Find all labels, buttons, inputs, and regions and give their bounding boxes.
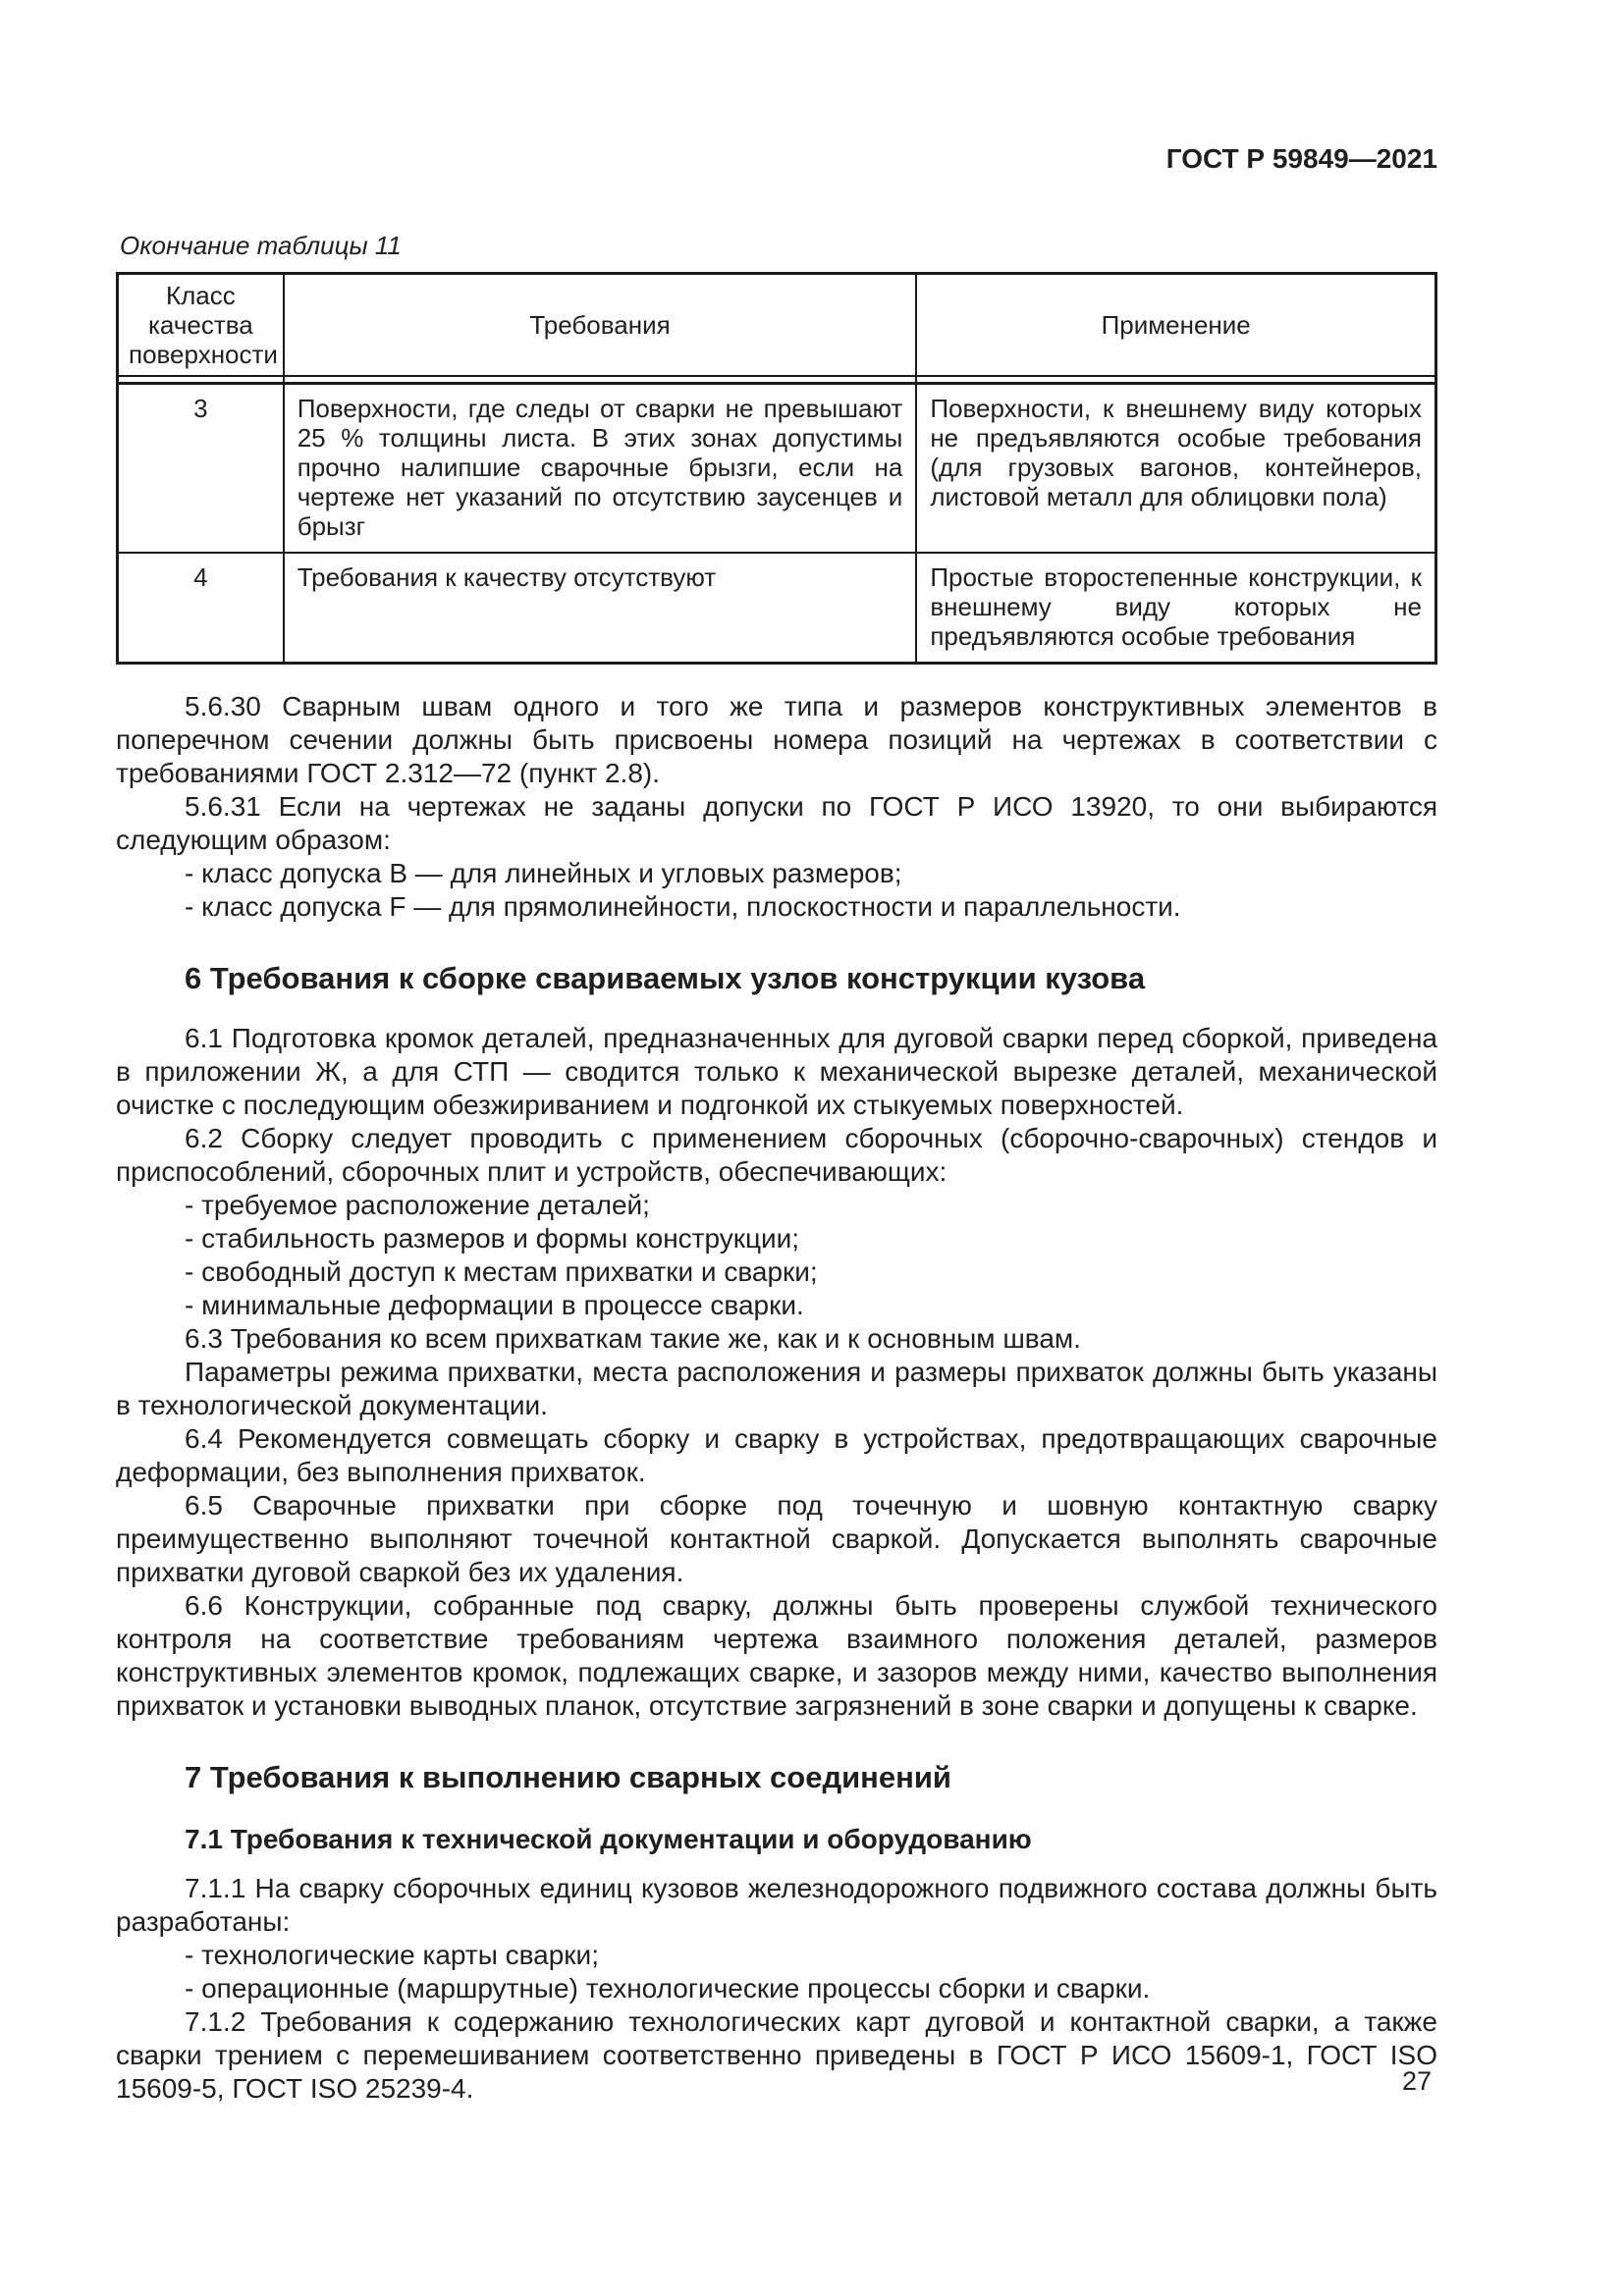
paragraph-6-6: 6.6 Конструкции, собранные под сварку, должны быть проверены службой технического контроля на соответствие требованиям чертежа взаимного положения деталей, размеров конструктивных элементов кромок, подлежащих сварке, и зазоров между ними, качество выполнения прихваток и установки выводных планок, отсутствие загрязнений в зоне сварки и допущены к сварке. [116,1589,1437,1721]
paragraph-7-1-1: 7.1.1 На сварку сборочных единиц кузовов железнодорожного подвижного состава должны быть разработаны: [116,1872,1437,1937]
table-row [118,383,1436,553]
section-6-heading: 6 Требования к сборке свариваемых узлов конструкции кузова [185,960,1146,995]
paragraph-5-6-30: 5.6.30 Сварным швам одного и того же типа и размеров конструктивных элементов в поперечном сечении должны быть присвоены номера позиций на чертежах в соответствии с требованиями ГОСТ 2.312—72 (пункт 2.8). [116,690,1437,788]
column-header-application: Применение [916,274,1435,377]
list-item-tolerance-class-f: - класс допуска F — для прямолинейности, плоскостности и параллельности. [185,890,1181,922]
table-row [118,553,1436,664]
cell-requirements: Поверхности, где следы от сварки не превышают 25 % толщины листа. В этих зонах допустимы прочно налипшие сварочные брызги, если на чертеже нет указаний по отсутствию заусенцев и брызг [284,383,917,553]
list-item-7-1-process-routes: - операционные (маршрутные) технологические процессы сборки и сварки. [185,1972,1151,2003]
list-item-tolerance-class-b: - класс допуска B — для линейных и угловых размеров; [185,857,902,888]
page-number: 27 [1401,2066,1432,2096]
cell-application: Простые второстепенные конструкции, к внешнему виду которых не предъявляются особые требования [916,553,1435,664]
section-7-heading: 7 Требования к выполнению сварных соединений [185,1759,951,1794]
list-item-6-2-deformation: - минимальные деформации в процессе сварки. [185,1289,804,1320]
column-header-quality-class: Класс качества поверхности [118,274,284,377]
cell-quality-class: 4 [118,553,284,664]
cell-quality-class: 3 [118,383,284,553]
section-7-1-heading: 7.1 Требования к технической документации и оборудованию [185,1823,1032,1854]
document-body [116,690,1437,2106]
paragraph-6-2: 6.2 Сборку следует проводить с применением сборочных (сборочно-сварочных) стендов и приспособлений, сборочных плит и устройств, обеспечивающих: [116,1122,1437,1187]
table-11 [116,272,1437,665]
table-header-row [118,274,1436,377]
paragraph-6-4: 6.4 Рекомендуется совмещать сборку и сварку в устройствах, предотвращающих сварочные деформации, без выполнения прихваток. [116,1422,1437,1487]
column-header-requirements: Требования [284,274,917,377]
list-item-6-2-stability: - стабильность размеров и формы конструкции; [185,1222,800,1254]
table-caption: Окончание таблицы 11 [120,231,402,260]
header-separator-cell [916,376,1435,383]
running-head: ГОСТ Р 59849—2021 [1165,143,1437,174]
list-item-6-2-access: - свободный доступ к местам прихватки и сварки; [185,1255,818,1287]
paragraph-6-3-continued: Параметры режима прихватки, места расположения и размеры прихваток должны быть указаны в технологической документации. [116,1356,1437,1420]
paragraph-6-5: 6.5 Сварочные прихватки при сборке под точечную и шовную контактную сварку преимущественно выполняют точечной контактной сваркой. Допускается выполнять сварочные прихватки дуговой сваркой без их удаления. [116,1489,1437,1587]
header-separator-cell [284,376,917,383]
paragraph-6-3: 6.3 Требования ко всем прихваткам такие же, как и к основным швам. [185,1322,1081,1354]
header-separator-row [118,376,1436,383]
paragraph-5-6-31: 5.6.31 Если на чертежах не заданы допуски по ГОСТ Р ИСО 13920, то они выбираются следующим образом: [116,790,1437,855]
paragraph-6-1: 6.1 Подготовка кромок деталей, предназначенных для дуговой сварки перед сборкой, приведена в приложении Ж, а для СТП — сводится только к механической вырезке деталей, механической очистке с последующим обезжириванием и подгонкой их стыкуемых поверхностей. [116,1022,1437,1120]
list-item-7-1-welding-cards: - технологические карты сварки; [185,1939,599,1970]
list-item-6-2-placement: - требуемое расположение деталей; [185,1189,650,1220]
header-separator-cell [118,376,284,383]
cell-application: Поверхности, к внешнему виду которых не предъявляются особые требования (для грузовых вагонов, контейнеров, листовой металл для облицовки пола) [916,383,1435,553]
cell-requirements: Требования к качеству отсутствуют [284,553,917,664]
paragraph-7-1-2: 7.1.2 Требования к содержанию технологических карт дуговой и контактной сварки, а также сварки трением с перемешиванием соответственно приведены в ГОСТ Р ИСО 15609-1, ГОСТ ISO 15609-5, ГОСТ ISO 25239-4. [116,2005,1437,2104]
